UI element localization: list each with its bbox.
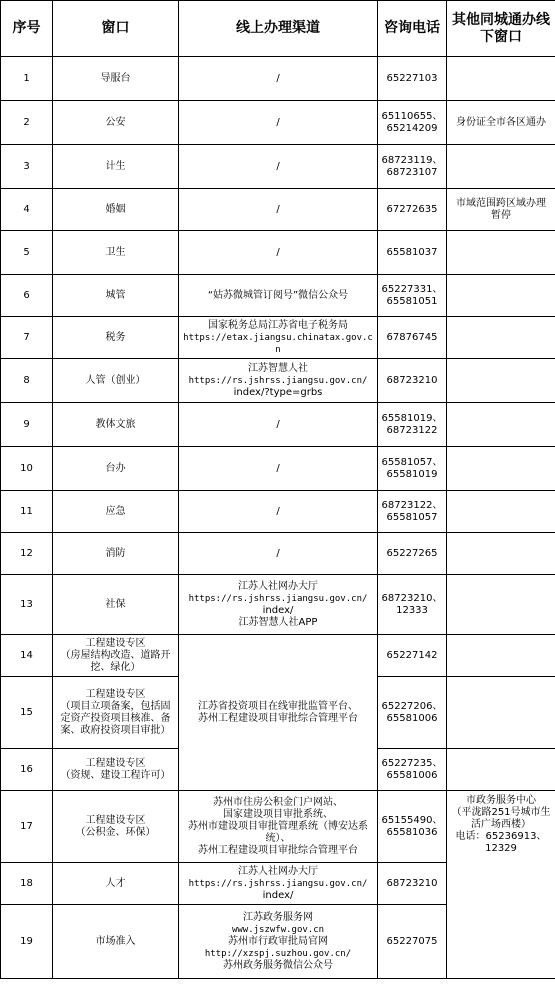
cell-seq: 12 bbox=[1, 533, 53, 575]
cell-line: 电话：65236913、 bbox=[455, 831, 547, 842]
cell-line: 统）、 bbox=[265, 832, 291, 844]
cell-online bbox=[179, 145, 378, 189]
cell-line: 税务 bbox=[105, 331, 126, 343]
cell-line: https://etax.jiangsu.chinatax.gov.cn bbox=[183, 332, 373, 355]
cell-offline bbox=[447, 145, 555, 189]
cell-line: 人才 bbox=[105, 877, 126, 889]
cell-line: https://rs.jshrss.jiangsu.gov.cn/ bbox=[188, 593, 368, 604]
cell-seq: 6 bbox=[1, 275, 53, 317]
cell-offline bbox=[447, 317, 555, 359]
cell-line: 江苏人社网办大厅 bbox=[238, 580, 318, 592]
cell-phone bbox=[378, 533, 447, 575]
cell-online-merged bbox=[179, 635, 378, 791]
cell-line: 12329 bbox=[485, 843, 517, 854]
cell-offline bbox=[447, 57, 555, 101]
cell-line: 65155490、 bbox=[381, 814, 443, 826]
cell-line: 65581019、 bbox=[381, 412, 443, 424]
cell-window bbox=[53, 231, 179, 275]
cell-window bbox=[53, 359, 179, 403]
cell-line: 江苏智慧人社APP bbox=[238, 616, 318, 628]
cell-offline bbox=[447, 749, 555, 791]
cell-line: / bbox=[276, 116, 280, 128]
cell-line: 68723210、 bbox=[381, 592, 443, 604]
cell-online bbox=[179, 317, 378, 359]
cell-phone bbox=[378, 231, 447, 275]
cell-online bbox=[179, 791, 378, 863]
cell-online bbox=[179, 491, 378, 533]
cell-line: 社保 bbox=[105, 598, 126, 610]
cell-line: 65227265 bbox=[386, 547, 438, 559]
cell-offline bbox=[447, 491, 555, 533]
cell-offline bbox=[447, 447, 555, 491]
cell-line: 城管 bbox=[105, 289, 126, 301]
cell-line: / bbox=[276, 547, 280, 559]
cell-window bbox=[53, 533, 179, 575]
cell-phone bbox=[378, 447, 447, 491]
cell-window bbox=[53, 749, 179, 791]
cell-online bbox=[179, 359, 378, 403]
cell-phone bbox=[378, 635, 447, 677]
table-header-row bbox=[1, 1, 555, 57]
cell-offline bbox=[447, 189, 555, 231]
cell-line: 65110655、 bbox=[381, 110, 443, 122]
cell-offline bbox=[447, 533, 555, 575]
cell-seq: 2 bbox=[1, 101, 53, 145]
cell-line: 68723119、 bbox=[381, 154, 443, 166]
cell-line: / bbox=[276, 160, 280, 172]
cell-line: 案、政府投资项目审批） bbox=[60, 724, 171, 736]
cell-seq: 15 bbox=[1, 677, 53, 749]
cell-phone bbox=[378, 359, 447, 403]
cell-line: 卫生 bbox=[105, 246, 126, 258]
cell-seq: 10 bbox=[1, 447, 53, 491]
cell-online bbox=[179, 447, 378, 491]
cell-line: 65227075 bbox=[386, 935, 438, 947]
cell-line: 定资产投资项目核准、备 bbox=[60, 712, 171, 724]
cell-seq: 11 bbox=[1, 491, 53, 533]
table-row bbox=[1, 317, 555, 359]
cell-line: 苏州政务服务微信公众号 bbox=[223, 959, 333, 971]
cell-phone bbox=[378, 863, 447, 905]
cell-line: / bbox=[276, 462, 280, 474]
table-row bbox=[1, 403, 555, 447]
cell-line: 活广场西楼） bbox=[471, 819, 531, 830]
cell-line: 65227103 bbox=[386, 72, 438, 84]
header-offline-window: 其他同城通办线下窗口 bbox=[447, 1, 555, 57]
cell-seq: 9 bbox=[1, 403, 53, 447]
cell-window bbox=[53, 863, 179, 905]
cell-online bbox=[179, 863, 378, 905]
table-row bbox=[1, 57, 555, 101]
table-row bbox=[1, 189, 555, 231]
table-row bbox=[1, 533, 555, 575]
cell-online bbox=[179, 905, 378, 979]
cell-line: 65227331、 bbox=[381, 283, 443, 295]
cell-line: 国家建设项目审批系统、 bbox=[223, 808, 333, 820]
cell-line: 65581051 bbox=[386, 295, 438, 307]
cell-online bbox=[179, 403, 378, 447]
cell-line: 身份证全市各区通办 bbox=[456, 116, 546, 128]
cell-line: 市域范围跨区域办理 bbox=[456, 197, 546, 209]
cell-offline-merged bbox=[447, 791, 555, 979]
table-row bbox=[1, 145, 555, 189]
cell-phone bbox=[378, 275, 447, 317]
table-row bbox=[1, 101, 555, 145]
cell-line: 消防 bbox=[105, 547, 126, 559]
cell-line: 65581037 bbox=[386, 246, 438, 258]
cell-window bbox=[53, 403, 179, 447]
cell-window bbox=[53, 101, 179, 145]
cell-window bbox=[53, 145, 179, 189]
cell-phone bbox=[378, 317, 447, 359]
cell-line: 国家税务总局江苏省电子税务局 bbox=[208, 319, 348, 331]
table-row bbox=[1, 359, 555, 403]
cell-line: 挖、绿化） bbox=[90, 661, 141, 673]
table-row bbox=[1, 447, 555, 491]
cell-line: 工程建设专区 bbox=[85, 688, 146, 700]
cell-line: 65581036 bbox=[386, 826, 438, 838]
cell-window bbox=[53, 491, 179, 533]
cell-seq: 17 bbox=[1, 791, 53, 863]
cell-window bbox=[53, 317, 179, 359]
cell-line: 65227206、 bbox=[381, 700, 443, 712]
cell-phone bbox=[378, 145, 447, 189]
cell-window bbox=[53, 447, 179, 491]
cell-seq: 5 bbox=[1, 231, 53, 275]
cell-line: 65581006 bbox=[386, 769, 438, 781]
cell-online bbox=[179, 231, 378, 275]
cell-line: index/ bbox=[262, 604, 294, 616]
cell-line: 苏州市住房公积金门户网站、 bbox=[213, 796, 343, 808]
cell-line: 67876745 bbox=[386, 331, 438, 343]
cell-line: 65581019 bbox=[386, 468, 438, 480]
cell-line: / bbox=[276, 418, 280, 430]
cell-line: 市场准入 bbox=[95, 935, 136, 947]
cell-offline bbox=[447, 403, 555, 447]
cell-online bbox=[179, 533, 378, 575]
cell-line: / bbox=[276, 72, 280, 84]
cell-line: 工程建设专区 bbox=[85, 814, 146, 826]
cell-offline bbox=[447, 575, 555, 635]
cell-line: 苏州工程建设项目审批综合管理平台 bbox=[198, 712, 358, 724]
cell-phone bbox=[378, 677, 447, 749]
cell-line: 68723122、 bbox=[381, 499, 443, 511]
cell-line: （平泷路251号城市生 bbox=[451, 807, 551, 818]
cell-line: （项目立项备案，包括固 bbox=[60, 700, 171, 712]
table-row bbox=[1, 575, 555, 635]
cell-line: （房屋结构改造、道路开 bbox=[60, 649, 171, 661]
cell-window bbox=[53, 57, 179, 101]
cell-phone bbox=[378, 403, 447, 447]
cell-line: http://xzspj.suzhou.gov.cn/ bbox=[204, 948, 352, 959]
cell-line: 江苏省投资项目在线审批监管平台、 bbox=[198, 700, 358, 712]
table-row bbox=[1, 491, 555, 533]
cell-line: 68723210 bbox=[386, 877, 438, 889]
cell-line: / bbox=[276, 203, 280, 215]
cell-online bbox=[179, 575, 378, 635]
cell-seq: 7 bbox=[1, 317, 53, 359]
cell-line: 台办 bbox=[105, 462, 126, 474]
cell-seq: 14 bbox=[1, 635, 53, 677]
cell-line: index/ bbox=[262, 889, 294, 901]
cell-seq: 3 bbox=[1, 145, 53, 189]
cell-line: 市政务服务中心 bbox=[466, 795, 536, 806]
cell-line: 应急 bbox=[105, 505, 126, 517]
cell-line: 导服台 bbox=[100, 72, 131, 84]
cell-line: / bbox=[276, 505, 280, 517]
cell-window bbox=[53, 189, 179, 231]
cell-line: www.jszwfw.gov.cn bbox=[231, 924, 325, 935]
header-phone: 咨询电话 bbox=[378, 1, 447, 57]
cell-offline bbox=[447, 231, 555, 275]
cell-line: “姑苏微城管订阅号”微信公众号 bbox=[207, 289, 349, 301]
cell-phone bbox=[378, 57, 447, 101]
cell-online bbox=[179, 275, 378, 317]
cell-line: https://rs.jshrss.jiangsu.gov.cn/ bbox=[188, 878, 368, 889]
cell-offline bbox=[447, 359, 555, 403]
header-seq: 序号 bbox=[1, 1, 53, 57]
cell-line: 江苏政务服务网 bbox=[243, 911, 313, 923]
cell-line: 67272635 bbox=[386, 203, 438, 215]
cell-online bbox=[179, 57, 378, 101]
cell-phone bbox=[378, 791, 447, 863]
cell-window bbox=[53, 791, 179, 863]
cell-window bbox=[53, 635, 179, 677]
cell-line: 65581057、 bbox=[381, 456, 443, 468]
cell-line: （公积金、环保） bbox=[75, 826, 156, 838]
cell-offline bbox=[447, 635, 555, 677]
cell-window bbox=[53, 275, 179, 317]
cell-line: 苏州市建设项目审批管理系统（博安达系 bbox=[188, 820, 368, 832]
cell-line: 人管（创业） bbox=[85, 374, 146, 386]
cell-line: 65581057 bbox=[386, 511, 438, 523]
table-row bbox=[1, 635, 555, 677]
cell-line: 暂停 bbox=[491, 209, 511, 221]
cell-line: 65581006 bbox=[386, 712, 438, 724]
cell-line: / bbox=[276, 246, 280, 258]
cell-phone bbox=[378, 575, 447, 635]
cell-phone bbox=[378, 189, 447, 231]
header-online-channel: 线上办理渠道 bbox=[179, 1, 378, 57]
cell-phone bbox=[378, 101, 447, 145]
cell-window bbox=[53, 905, 179, 979]
cell-phone bbox=[378, 491, 447, 533]
cell-offline bbox=[447, 275, 555, 317]
cell-line: https://rs.jshrss.jiangsu.gov.cn/ bbox=[188, 375, 368, 386]
cell-line: 65227142 bbox=[386, 649, 438, 661]
cell-seq: 8 bbox=[1, 359, 53, 403]
cell-online bbox=[179, 101, 378, 145]
cell-line: 12333 bbox=[396, 604, 428, 616]
cell-seq: 1 bbox=[1, 57, 53, 101]
cell-offline bbox=[447, 677, 555, 749]
cell-line: 68723210 bbox=[386, 374, 438, 386]
table-row bbox=[1, 791, 555, 863]
cell-seq: 19 bbox=[1, 905, 53, 979]
cell-window bbox=[53, 677, 179, 749]
cell-line: 68723122 bbox=[386, 424, 438, 436]
cell-offline bbox=[447, 101, 555, 145]
cell-line: 江苏智慧人社 bbox=[248, 362, 308, 374]
table-row bbox=[1, 231, 555, 275]
cell-seq: 13 bbox=[1, 575, 53, 635]
cell-line: 65227235、 bbox=[381, 757, 443, 769]
cell-seq: 18 bbox=[1, 863, 53, 905]
cell-line: 计生 bbox=[105, 160, 126, 172]
cell-seq: 4 bbox=[1, 189, 53, 231]
cell-phone bbox=[378, 905, 447, 979]
cell-line: index/?type=grbs bbox=[233, 386, 323, 398]
cell-line: 工程建设专区 bbox=[85, 757, 146, 769]
cell-seq: 16 bbox=[1, 749, 53, 791]
cell-line: 教体文旅 bbox=[95, 418, 136, 430]
cell-line: （资规、建设工程许可） bbox=[60, 769, 171, 781]
cell-line: 苏州市行政审批局官网 bbox=[228, 935, 328, 947]
cell-line: 68723107 bbox=[386, 166, 438, 178]
cell-line: 苏州工程建设项目审批综合管理平台 bbox=[198, 844, 358, 856]
cell-line: 工程建设专区 bbox=[85, 637, 146, 649]
cell-line: 65214209 bbox=[386, 122, 438, 134]
cell-online bbox=[179, 189, 378, 231]
table-row bbox=[1, 275, 555, 317]
cell-window bbox=[53, 575, 179, 635]
cell-phone bbox=[378, 749, 447, 791]
cell-line: 婚姻 bbox=[105, 203, 126, 215]
header-window: 窗口 bbox=[53, 1, 179, 57]
cell-line: 江苏人社网办大厅 bbox=[238, 865, 318, 877]
cell-line: 公安 bbox=[105, 116, 126, 128]
